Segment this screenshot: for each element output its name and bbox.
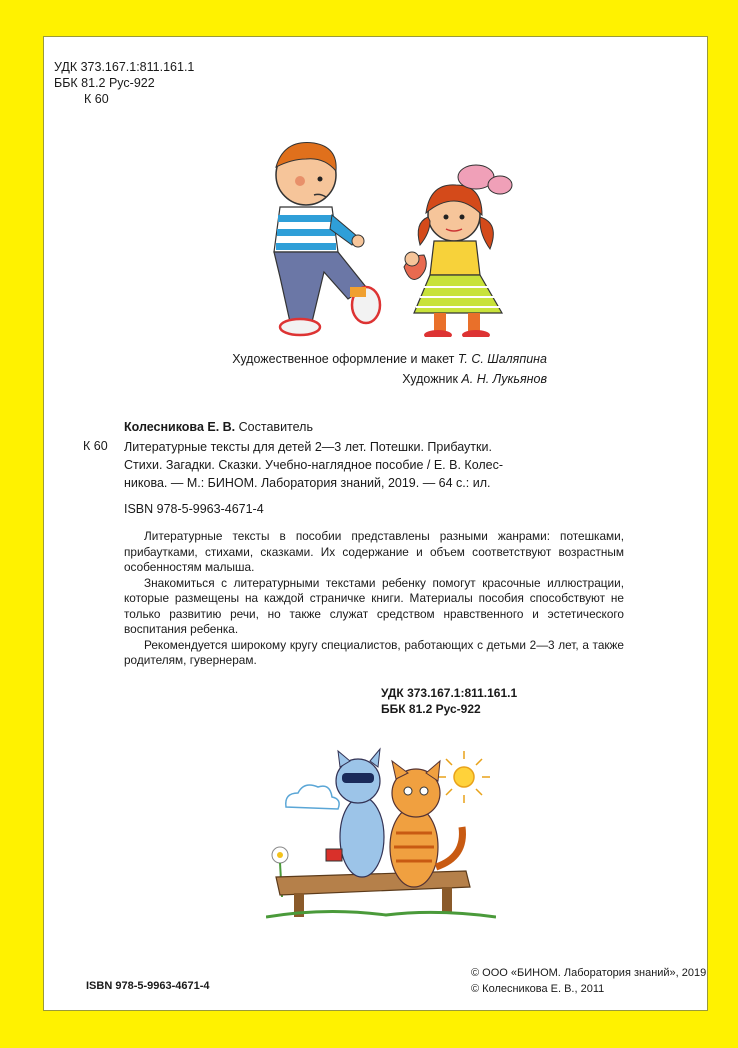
- bibliographic-header: [124, 419, 624, 435]
- artist-credit: [402, 372, 547, 386]
- cats-illustration: [266, 737, 496, 927]
- bbk-code: ББК 81.2 Рус-922: [54, 76, 155, 90]
- children-illustration: [254, 137, 524, 337]
- boy-figure: [274, 143, 380, 336]
- isbn-line: ISBN 978-5-9963-4671-4: [124, 502, 264, 516]
- cloud-icon: [286, 785, 339, 809]
- copyright-publisher: © ООО «БИНОМ. Лаборатория знаний», 2019: [471, 967, 707, 979]
- blue-cat: [326, 749, 384, 877]
- design-label: Художественное оформление и макет: [232, 352, 455, 366]
- bibliographic-description: [124, 438, 624, 492]
- udk-code-bold: УДК 373.167.1:811.161.1: [381, 686, 518, 700]
- girl-figure: [404, 165, 512, 337]
- description-line: никова. — М.: БИНОМ. Лаборатория знаний, 2019. — 64 с.: ил.: [124, 476, 491, 490]
- author-name: Колесникова Е. В.: [124, 420, 236, 434]
- imprint-page: [43, 36, 708, 1011]
- author-mark: К 60: [84, 92, 109, 106]
- udk-code: УДК 373.167.1:811.161.1: [54, 60, 195, 74]
- copyright-block: [471, 965, 706, 997]
- bench: [266, 871, 496, 917]
- footer-codes: [381, 685, 517, 717]
- footer-isbn: ISBN 978-5-9963-4671-4: [86, 980, 210, 992]
- bibliographic-mark: К 60: [83, 439, 108, 453]
- artist-name: А. Н. Лукьянов: [461, 372, 547, 386]
- description-line: Литературные тексты для детей 2—3 лет. Потешки. Прибаутки.: [124, 440, 492, 454]
- description-line: Стихи. Загадки. Сказки. Учебно-наглядное пособие / Е. В. Колес-: [124, 458, 504, 472]
- copyright-author: © Колесникова Е. В., 2011: [471, 983, 605, 995]
- orange-cat: [390, 761, 462, 887]
- header-codes: [54, 59, 194, 107]
- design-credit: [232, 352, 547, 366]
- author-role: Составитель: [238, 420, 313, 434]
- annotation-paragraph: Знакомиться с литературными текстами ребенку помогут красочные иллюстрации, которые размещены на каждой страничке книги. Материалы пособия способствуют не только развитию речи, но также служат средством нравственного и эстетического воспитания ребенка.: [124, 575, 624, 636]
- artist-label: Художник: [402, 372, 458, 386]
- annotation-paragraph: Рекомендуется широкому кругу специалистов, работающих с детьми 2—3 лет, а также родителям, гувернерам.: [124, 637, 624, 667]
- annotation-paragraph: Литературные тексты в пособии представлены разными жанрами: потешками, прибаутками, стихами, сказками. Их содержание и объем соответствуют возрастным особенностям малыша.: [124, 529, 624, 574]
- sun-icon: [438, 751, 490, 803]
- annotation: [124, 529, 624, 669]
- design-name: Т. С. Шаляпина: [457, 352, 547, 366]
- bbk-code-bold: ББК 81.2 Рус-922: [381, 702, 481, 716]
